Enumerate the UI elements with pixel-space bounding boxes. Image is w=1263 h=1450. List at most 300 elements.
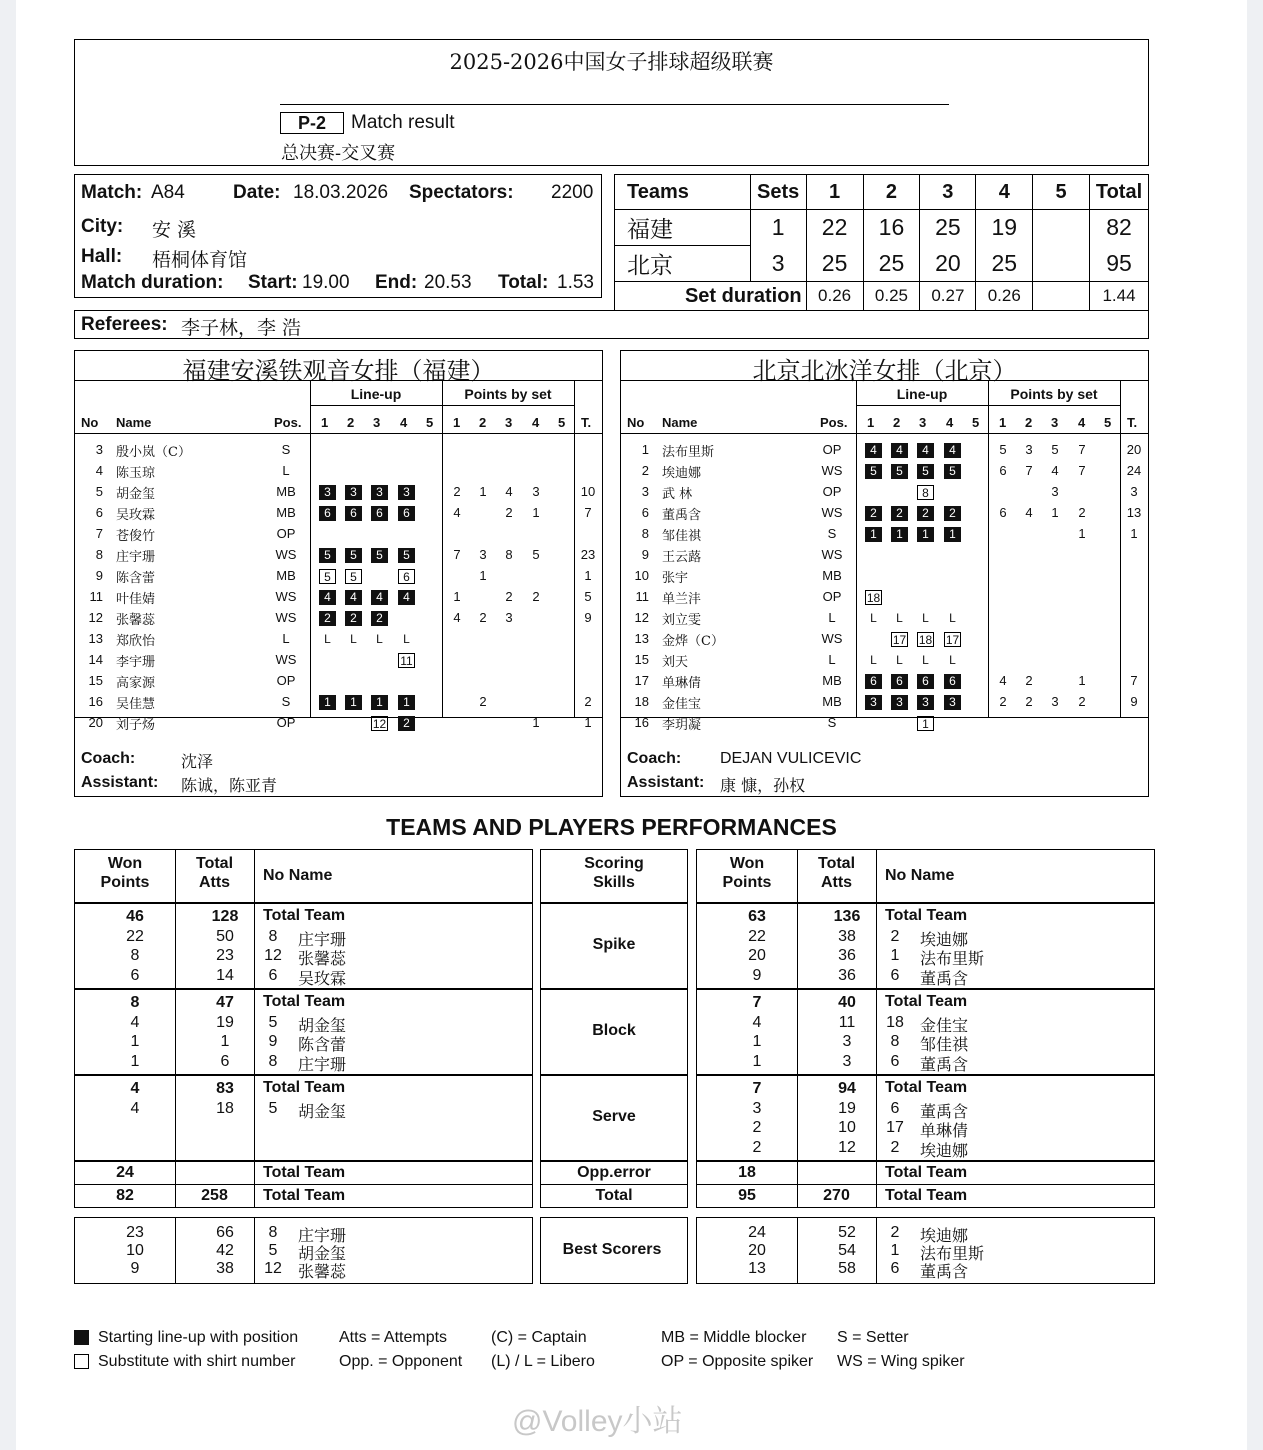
starting-position-box: 3 xyxy=(865,695,882,710)
points-col: 1 xyxy=(453,415,461,430)
player-name: 李玥凝 xyxy=(662,718,702,733)
total-attempts: 42 xyxy=(216,1242,234,1259)
won-points: 9 xyxy=(130,1260,140,1277)
performance-header xyxy=(74,849,533,903)
won-points: 2 xyxy=(752,1119,762,1136)
legend-setter: S = Setter xyxy=(837,1329,909,1346)
legend-ws: WS = Wing spiker xyxy=(837,1353,965,1370)
player-position: OP xyxy=(276,526,296,541)
won-points: 24 xyxy=(116,1164,134,1181)
set-score: 25 xyxy=(863,246,920,282)
skill-group-block xyxy=(74,989,533,1075)
player-position: S xyxy=(281,442,291,457)
won-points: 22 xyxy=(748,927,766,945)
starting-position-box: 1 xyxy=(319,695,336,710)
total-attempts: 11 xyxy=(838,1013,856,1031)
starting-position-box: 6 xyxy=(917,674,934,689)
player-position: MB xyxy=(822,694,842,709)
player-position: WS xyxy=(821,463,843,478)
player-row xyxy=(621,629,1148,650)
won-points: 10 xyxy=(126,1242,144,1259)
player-name: 陈含蕾 xyxy=(116,571,156,586)
column-divider xyxy=(876,1162,877,1184)
player-total-points: 24 xyxy=(1126,463,1142,478)
team-b-title: 北京北冰洋女排（北京） xyxy=(752,357,1017,385)
pos-header: Pos. xyxy=(274,415,302,430)
hall-label: Hall: xyxy=(81,246,123,267)
shirt-number: 2 xyxy=(890,1224,900,1241)
player-position: WS xyxy=(821,631,843,646)
player-name: 刘立雯 xyxy=(662,613,702,628)
referees-box xyxy=(74,310,1149,339)
set-points: 3 xyxy=(1051,484,1059,499)
column-divider xyxy=(175,1162,176,1184)
player-name: 张馨蕊 xyxy=(116,613,156,628)
total-attempts: 40 xyxy=(838,994,856,1011)
total-team-label: Total Team xyxy=(885,1079,968,1096)
set-points: 1 xyxy=(453,589,461,604)
starting-position-box: 5 xyxy=(865,464,882,479)
total-attempts: 38 xyxy=(216,1260,234,1277)
substitute-box: 5 xyxy=(319,569,336,584)
set-points: 2 xyxy=(453,484,461,499)
player-number: 5 xyxy=(95,484,103,499)
total-attempts: 3 xyxy=(842,1033,852,1050)
total-attempts: 58 xyxy=(838,1260,856,1277)
referees-names: 李子林，李 浩 xyxy=(181,317,302,339)
set-points: 2 xyxy=(479,610,487,625)
set-duration: 0.26 xyxy=(806,282,863,311)
won-points: 1 xyxy=(130,1052,140,1070)
start-label: Start: xyxy=(248,272,298,293)
atts-header: Atts xyxy=(198,874,231,891)
player-row xyxy=(75,545,602,566)
player-position: WS xyxy=(275,610,297,625)
set-points: 4 xyxy=(453,610,461,625)
column-divider xyxy=(797,1162,798,1184)
pos-header: Pos. xyxy=(820,415,848,430)
player-number: 2 xyxy=(641,463,649,478)
player-position: OP xyxy=(822,589,842,604)
libero-mark: L xyxy=(922,653,929,667)
set-duration xyxy=(1033,282,1090,311)
set-points: 2 xyxy=(479,694,487,709)
set-points: 4 xyxy=(1025,505,1033,520)
starting-position-box: 2 xyxy=(917,506,934,521)
player-name: 埃迪娜 xyxy=(662,466,702,481)
player-position: WS xyxy=(821,547,843,562)
lineup-col: 5 xyxy=(426,415,434,430)
lineup-col: 3 xyxy=(373,415,381,430)
set-points: 4 xyxy=(453,505,461,520)
total-set-duration: 1.44 xyxy=(1089,282,1148,311)
player-total-points: 5 xyxy=(584,589,592,604)
player-number: 12 xyxy=(634,610,649,625)
performance-header xyxy=(696,849,1155,903)
substitute-box: 17 xyxy=(945,633,960,647)
player-name: 苍俊竹 xyxy=(116,529,156,544)
substitute-box: 11 xyxy=(398,653,415,668)
libero-mark: L xyxy=(403,632,410,646)
player-name: 刘子炀 xyxy=(116,718,156,733)
set-points: 1 xyxy=(479,568,487,583)
player-name: 胡金玺 xyxy=(298,1244,347,1263)
starting-position-box: 1 xyxy=(865,527,882,542)
player-name: 吴玫霖 xyxy=(298,968,347,988)
points-col: 2 xyxy=(479,415,487,430)
starting-position-box: 4 xyxy=(345,590,362,605)
score-row-beijing xyxy=(615,246,1149,282)
player-total-points: 10 xyxy=(580,484,596,499)
end-label: End: xyxy=(375,272,418,293)
doc-title: Match result xyxy=(351,112,455,133)
set-points: 5 xyxy=(999,442,1007,457)
set-score: 25 xyxy=(976,246,1033,282)
player-position: L xyxy=(828,652,836,667)
starting-position-box: 1 xyxy=(398,695,415,710)
scoring-header: Scoring xyxy=(584,855,644,872)
set-points: 4 xyxy=(999,673,1007,688)
player-number: 13 xyxy=(88,631,103,646)
set3-header: 3 xyxy=(920,175,976,210)
player-number: 3 xyxy=(95,442,103,457)
set-score xyxy=(1033,246,1090,282)
won-points: 1 xyxy=(130,1033,140,1050)
atts-header: Atts xyxy=(820,874,853,891)
player-row xyxy=(621,566,1148,587)
player-position: MB xyxy=(276,568,296,583)
total-attempts: 258 xyxy=(201,1187,228,1204)
player-number: 10 xyxy=(634,568,649,583)
won-points: 1 xyxy=(752,1052,762,1070)
sets-header: Sets xyxy=(750,175,806,210)
set-points: 3 xyxy=(532,484,540,499)
performance-title: TEAMS AND PLAYERS PERFORMANCES xyxy=(386,814,837,840)
player-row xyxy=(621,671,1148,692)
player-row xyxy=(621,440,1148,461)
player-name: 金烨（C） xyxy=(662,634,724,649)
total-attempts: 1 xyxy=(220,1033,230,1050)
spectators-count: 2200 xyxy=(551,182,594,203)
match-date: 18.03.2026 xyxy=(293,182,389,203)
substitute-box: 18 xyxy=(866,591,881,605)
lineup-col: 2 xyxy=(347,415,355,430)
player-row xyxy=(621,713,1148,734)
player-row xyxy=(75,524,602,545)
won-points: 82 xyxy=(116,1187,134,1204)
set4-header: 4 xyxy=(976,175,1033,210)
total-attempts: 10 xyxy=(838,1119,856,1136)
player-name: 刘天 xyxy=(662,655,689,670)
won-points: 2 xyxy=(752,1138,762,1156)
starting-position-box: 3 xyxy=(371,485,388,500)
player-number: 16 xyxy=(88,694,103,709)
player-name: 法布里斯 xyxy=(920,1244,985,1263)
set-points: 2 xyxy=(505,505,513,520)
player-total-points: 9 xyxy=(1130,694,1138,709)
set2-header: 2 xyxy=(863,175,920,210)
set-points: 1 xyxy=(532,715,540,730)
player-row xyxy=(75,713,602,734)
points-col: 5 xyxy=(1104,415,1112,430)
set5-header: 5 xyxy=(1033,175,1090,210)
player-row xyxy=(621,545,1148,566)
date-label: Date: xyxy=(233,182,281,203)
player-row xyxy=(621,587,1148,608)
starting-position-box: 4 xyxy=(865,443,882,458)
referees-label: Referees: xyxy=(81,314,168,335)
won-points: 4 xyxy=(752,1013,762,1031)
player-number: 8 xyxy=(95,547,103,562)
total-col-header: T. xyxy=(1127,415,1138,430)
total-attempts: 136 xyxy=(833,908,861,925)
player-number: 14 xyxy=(88,652,103,667)
player-row xyxy=(75,503,602,524)
player-name: 庄宇珊 xyxy=(298,1054,347,1074)
libero-mark: L xyxy=(896,653,903,667)
column-divider xyxy=(254,850,255,902)
player-number: 6 xyxy=(95,505,103,520)
starting-position-box: 2 xyxy=(371,611,388,626)
skill-label-cell xyxy=(540,1075,688,1161)
points-col: 1 xyxy=(999,415,1007,430)
won-points: 7 xyxy=(752,994,762,1011)
no-header: No xyxy=(627,415,645,430)
starting-position-box: 5 xyxy=(319,548,336,563)
column-divider xyxy=(254,1185,255,1207)
player-row xyxy=(75,692,602,713)
skill-group-spike xyxy=(74,903,533,989)
total-attempts: 38 xyxy=(838,927,856,945)
starting-position-box: 4 xyxy=(944,443,961,458)
player-name: 埃迪娜 xyxy=(920,1226,969,1245)
no-name-header: No Name xyxy=(263,867,333,884)
starting-position-box: 1 xyxy=(944,527,961,542)
player-position: OP xyxy=(276,673,296,688)
substitute-box: 5 xyxy=(345,569,362,584)
won-points: 8 xyxy=(130,947,140,964)
player-number: 9 xyxy=(95,568,103,583)
team-a-lineup-box xyxy=(74,350,603,797)
team-b-assistants: 康 慷，孙权 xyxy=(720,776,806,795)
player-name: 叶佳婧 xyxy=(116,592,156,607)
total-attempts: 94 xyxy=(838,1080,856,1097)
libero-mark: L xyxy=(949,611,956,625)
player-row xyxy=(75,566,602,587)
set-points: 5 xyxy=(1051,442,1059,457)
total-attempts: 128 xyxy=(211,908,239,925)
total-duration: 1.53 xyxy=(557,272,594,293)
shirt-number: 2 xyxy=(890,1138,900,1156)
lineup-col: 4 xyxy=(946,415,954,430)
points-header: Points xyxy=(100,874,150,891)
starting-position-box: 3 xyxy=(345,485,362,500)
total-row-label xyxy=(540,1184,688,1208)
duration-label: Match duration: xyxy=(81,272,224,293)
set-points: 7 xyxy=(453,547,461,562)
player-name: 庄宇珊 xyxy=(298,1226,347,1245)
competition-title: 2025-2026中国女子排球超级联赛 xyxy=(449,50,774,74)
player-total-points: 1 xyxy=(1130,526,1138,541)
player-position: L xyxy=(828,610,836,625)
starting-position-box: 6 xyxy=(371,506,388,521)
player-row xyxy=(621,461,1148,482)
total-points: 82 xyxy=(1089,210,1148,246)
total-attempts: 36 xyxy=(838,966,856,984)
column-divider xyxy=(254,1162,255,1184)
city-label: City: xyxy=(81,216,124,237)
player-number: 7 xyxy=(95,526,103,541)
player-total-points: 2 xyxy=(584,694,592,709)
set-points: 2 xyxy=(999,694,1007,709)
player-position: WS xyxy=(821,505,843,520)
no-name-header: No Name xyxy=(885,867,955,884)
player-number: 20 xyxy=(88,715,103,730)
total-attempts: 14 xyxy=(216,966,234,984)
starting-position-box: 4 xyxy=(891,443,908,458)
player-name: 埃迪娜 xyxy=(920,929,969,949)
lineup-col: 5 xyxy=(972,415,980,430)
shirt-number: 6 xyxy=(890,966,900,984)
player-number: 11 xyxy=(635,589,649,604)
player-row xyxy=(75,608,602,629)
points-col: 4 xyxy=(532,415,540,430)
team-a-coach: 沈泽 xyxy=(181,752,214,771)
set-points: 1 xyxy=(1051,505,1059,520)
won-header: Won xyxy=(107,855,143,872)
won-points: 18 xyxy=(738,1164,756,1181)
set-points: 2 xyxy=(532,589,540,604)
libero-mark: L xyxy=(376,632,383,646)
starting-position-box: 4 xyxy=(398,590,415,605)
teams-header: Teams xyxy=(615,175,751,210)
column-divider xyxy=(876,850,877,902)
player-total-points: 1 xyxy=(584,715,592,730)
player-number: 18 xyxy=(634,694,649,709)
shirt-number: 5 xyxy=(268,1099,278,1117)
player-name: 胡金玺 xyxy=(116,487,156,502)
team-b-coach: DEJAN VULICEVIC xyxy=(720,750,862,767)
player-name: 董禹含 xyxy=(920,968,969,988)
starting-position-box: 6 xyxy=(891,674,908,689)
set-score: 19 xyxy=(976,210,1033,246)
shirt-number: 6 xyxy=(268,966,278,984)
total-attempts: 52 xyxy=(838,1224,856,1241)
total-team-label: Total Team xyxy=(885,1164,968,1181)
best-scorers xyxy=(74,1217,533,1284)
starting-position-box: 4 xyxy=(917,443,934,458)
player-row xyxy=(621,524,1148,545)
player-position: L xyxy=(282,631,290,646)
skill-group-serve xyxy=(74,1075,533,1161)
total-points: 95 xyxy=(1089,246,1148,282)
set-points: 2 xyxy=(1078,694,1086,709)
set-points: 5 xyxy=(532,547,540,562)
skill-label-cell xyxy=(540,989,688,1075)
player-row xyxy=(621,650,1148,671)
coach-label: Coach: xyxy=(627,750,682,767)
total-team-label: Total Team xyxy=(263,1079,346,1096)
libero-mark: L xyxy=(922,611,929,625)
player-position: MB xyxy=(276,484,296,499)
legend-mb: MB = Middle blocker xyxy=(661,1329,807,1346)
player-name: 单兰沣 xyxy=(662,592,702,607)
won-points: 13 xyxy=(748,1260,766,1277)
total-attempts: 66 xyxy=(216,1224,234,1241)
total-attempts: 19 xyxy=(216,1013,234,1031)
shirt-number: 6 xyxy=(890,1099,900,1117)
player-total-points: 20 xyxy=(1126,442,1142,457)
set-points: 3 xyxy=(1051,694,1059,709)
set-points: 4 xyxy=(505,484,513,499)
shirt-number: 2 xyxy=(890,927,900,945)
won-points: 4 xyxy=(130,1013,140,1031)
legend-opp: Opp. = Opponent xyxy=(339,1353,463,1370)
total-header: Total xyxy=(195,855,234,872)
starting-position-box: 5 xyxy=(917,464,934,479)
player-name: 金佳宝 xyxy=(920,1015,969,1035)
player-row xyxy=(75,440,602,461)
starting-position-box: 5 xyxy=(398,548,415,563)
skill-label-cell xyxy=(540,903,688,989)
set-score: 25 xyxy=(806,246,863,282)
match-number: A84 xyxy=(151,182,185,203)
set-duration: 0.27 xyxy=(920,282,976,311)
points-col: 2 xyxy=(1025,415,1033,430)
set-points: 6 xyxy=(999,505,1007,520)
set-score: 16 xyxy=(863,210,920,246)
player-name: 金佳宝 xyxy=(662,697,702,712)
set-score: 20 xyxy=(920,246,976,282)
player-name: 单琳倩 xyxy=(662,676,702,691)
player-name: 吴佳慧 xyxy=(116,697,156,712)
player-name: 陈含蕾 xyxy=(298,1035,347,1054)
player-name: 武 林 xyxy=(662,487,693,502)
set-points: 2 xyxy=(505,589,513,604)
starting-position-box: 6 xyxy=(865,674,882,689)
sets-won: 1 xyxy=(750,210,806,246)
points-col: 3 xyxy=(1051,415,1059,430)
libero-mark: L xyxy=(350,632,357,646)
set-points: 4 xyxy=(1051,463,1059,478)
starting-position-box: 2 xyxy=(891,506,908,521)
player-total-points: 3 xyxy=(1130,484,1138,499)
shirt-number: 5 xyxy=(268,1242,278,1259)
lineup-header: Line-up xyxy=(350,386,402,402)
city-name: 安 溪 xyxy=(152,219,197,241)
shirt-number: 6 xyxy=(890,1260,900,1277)
player-position: L xyxy=(282,463,290,478)
player-row xyxy=(75,650,602,671)
set-points: 7 xyxy=(1078,463,1086,478)
skill-group-block xyxy=(696,989,1155,1075)
lineup-col: 2 xyxy=(893,415,901,430)
scoring-skills-header xyxy=(540,849,688,903)
set-points: 1 xyxy=(1078,526,1086,541)
player-name: 庄宇珊 xyxy=(116,550,156,565)
total-team-label: Total Team xyxy=(263,1164,346,1181)
set-points: 2 xyxy=(1025,694,1033,709)
player-name: 胡金玺 xyxy=(298,1015,347,1035)
total-header: Total xyxy=(1089,175,1148,210)
total-team-label: Total Team xyxy=(885,993,968,1010)
player-position: OP xyxy=(276,715,296,730)
starting-position-box: 1 xyxy=(371,695,388,710)
won-points: 24 xyxy=(748,1224,766,1241)
starting-position-box: 6 xyxy=(319,506,336,521)
won-points: 20 xyxy=(748,947,766,964)
won-points: 46 xyxy=(126,908,144,925)
